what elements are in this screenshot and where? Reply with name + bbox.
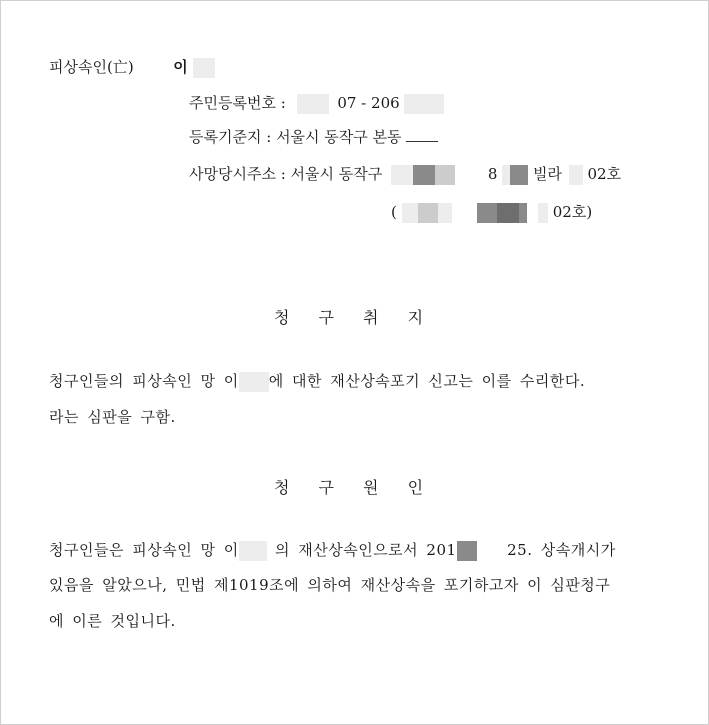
address-value: 서울시 동작구	[290, 165, 383, 183]
redacted-purpose-name	[239, 372, 269, 392]
address-paren-open: (	[391, 203, 397, 221]
redacted-cause-date	[457, 541, 477, 561]
address-label: 사망당시주소 :	[189, 165, 286, 183]
redacted-resident-suffix	[404, 94, 444, 114]
registration-row	[189, 127, 438, 147]
purpose-line-1a: 청구인들의 피상속인 망 이	[49, 372, 239, 390]
resident-number-row	[189, 93, 444, 113]
decedent-name-prefix: 이	[173, 58, 188, 76]
address-part-8: 8	[487, 165, 498, 183]
cause-line-3: 에 이른 것입니다.	[49, 612, 176, 630]
cause-line-1a: 청구인들은 피상속인 망 이	[49, 541, 239, 559]
resident-number-label: 주민등록번호 :	[189, 94, 286, 112]
decedent-row	[49, 57, 215, 77]
redacted-paren-5	[497, 203, 519, 223]
registration-value: 서울시 동작구 본동	[276, 128, 402, 146]
redacted-paren-2	[418, 203, 438, 223]
address-villa: 빌라	[532, 165, 562, 183]
purpose-line-1b: 에 대한 재산상속포기 신고는 이를 수리한다.	[268, 372, 586, 390]
redacted-cause-name	[239, 541, 267, 561]
redacted-paren-7	[538, 203, 548, 223]
address-row	[189, 164, 621, 184]
redacted-paren-6	[519, 203, 527, 223]
redacted-address-2	[413, 165, 435, 185]
cause-line-1b: 의 재산상속인으로서 201	[274, 541, 457, 559]
redacted-address-5	[510, 165, 528, 185]
purpose-heading: 청 구 취 지	[273, 308, 436, 327]
cause-line-2: 있음을 알았으나, 민법 제1019조에 의하여 재산상속을 포기하고자 이 심판청구	[49, 576, 611, 594]
cause-line-1	[49, 540, 616, 560]
redacted-resident-prefix	[297, 94, 329, 114]
redacted-address-1	[391, 165, 413, 185]
address-paren-unit: 02호)	[552, 203, 593, 221]
decedent-label: 피상속인(亡)	[49, 58, 134, 76]
redacted-address-4	[502, 165, 510, 185]
redacted-registration-detail	[406, 127, 438, 142]
redacted-paren-1	[402, 203, 418, 223]
redacted-name	[193, 58, 215, 78]
cause-heading: 청 구 원 인	[273, 478, 436, 497]
registration-label: 등록기준지 :	[189, 128, 272, 146]
address-paren-row	[391, 202, 592, 222]
redacted-paren-3	[438, 203, 452, 223]
resident-number-mid: 07 - 206	[337, 94, 400, 112]
redacted-address-6	[569, 165, 583, 185]
purpose-line-2: 라는 심판을 구함.	[49, 408, 176, 426]
redacted-address-3	[435, 165, 455, 185]
purpose-line-1	[49, 371, 585, 391]
address-unit: 02호	[587, 165, 622, 183]
cause-line-1c: 25. 상속개시가	[507, 541, 616, 559]
redacted-paren-4	[477, 203, 497, 223]
